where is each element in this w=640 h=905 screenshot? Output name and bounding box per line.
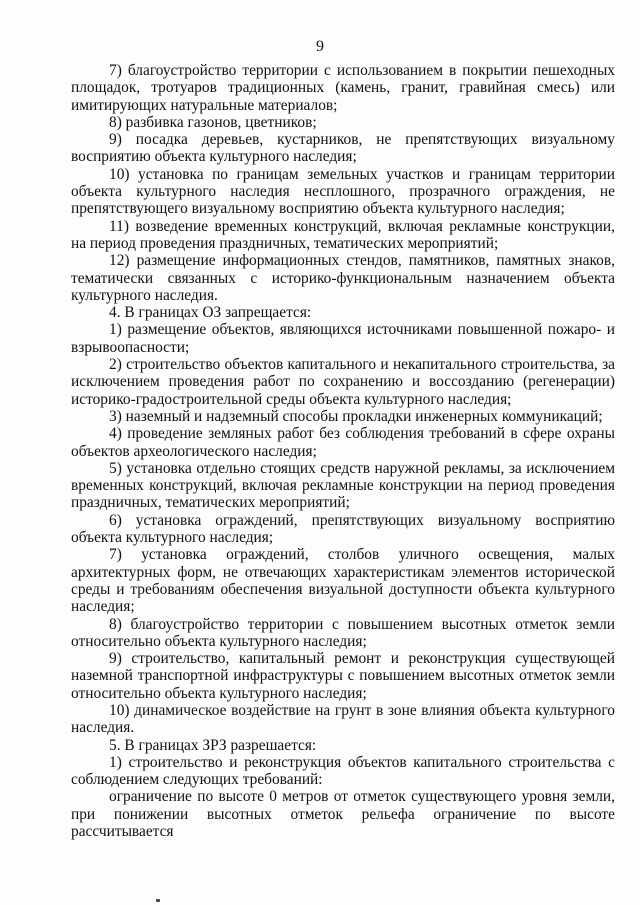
paragraph: 7) установка ограждений, столбов уличного освещения, малых архитектурных форм, не отвечающих характеристикам элементов исторической среды и требованиям обеспечения визуальной доступности объекта культурного наследия; xyxy=(71,546,615,616)
paragraph: 8) благоустройство территории с повышением высотных отметок земли относительно объекта культурного наследия; xyxy=(71,615,615,650)
paragraph: 11) возведение временных конструкций, включая рекламные конструкции, на период проведения праздничных, тематических мероприятий; xyxy=(71,217,615,252)
paragraph: 2) строительство объектов капитального и некапитального строительства, за исключением проведения работ по сохранению и воссозданию (регенерации) историко-градостроительной среды объекта культурного наследия; xyxy=(71,356,615,408)
paragraph: 8) разбивка газонов, цветников; xyxy=(109,113,317,131)
paragraph: 6) установка ограждений, препятствующих визуальному восприятию объекта культурного наследия; xyxy=(71,511,615,547)
paragraph: 1) размещение объектов, являющихся источниками повышенной пожаро- и взрывоопасности; xyxy=(71,321,615,356)
document-body xyxy=(71,62,615,840)
paragraph: 9) строительство, капитальный ремонт и реконструкция существующей наземной транспортной инфраструктуры с повышением высотных отметок земли относительно объекта культурного наследия; xyxy=(71,650,615,702)
paragraph: 4) проведение земляных работ без соблюдения требований в сфере охраны объектов археологического наследия; xyxy=(71,425,615,460)
paragraph: 3) наземный и надземный способы прокладки инженерных коммуникаций; xyxy=(109,407,603,425)
paragraph: 9) посадка деревьев, кустарников, не препятствующих визуальному восприятию объекта культурного наследия; xyxy=(71,131,615,166)
paragraph: 10) динамическое воздействие на грунт в зоне влияния объекта культурного наследия. xyxy=(71,701,615,737)
paragraph: 5) установка отдельно стоящих средств наружной рекламы, за исключением временных конструкций, включая рекламные конструкции на период проведения праздничных, тематических мероприятий; xyxy=(71,459,615,512)
paragraph: 1) строительство и реконструкция объектов капитального строительства с соблюдением следующих требований: xyxy=(71,753,615,789)
paragraph: ограничение по высоте 0 метров от отметок существующего уровня земли, при понижении высотных отметок рельефа ограничение по высоте рассчитывается xyxy=(71,788,615,841)
scan-speck xyxy=(156,899,160,902)
section-heading: 4. В границах ОЗ запрещается: xyxy=(109,304,312,322)
page-number: 9 xyxy=(316,38,324,55)
paragraph: 12) размещение информационных стендов, памятников, памятных знаков, тематически связанных с историко-функциональным назначением объекта культурного наследия. xyxy=(71,252,615,304)
paragraph: 10) установка по границам земельных участков и границам территории объекта культурного наследия несплошного, прозрачного ограждения, не препятствующего визуальному восприятию объекта культурного наследия; xyxy=(71,165,615,218)
section-heading: 5. В границах ЗРЗ разрешается: xyxy=(109,736,317,754)
paragraph: 7) благоустройство территории с использованием в покрытии пешеходных площадок, тротуаров традиционных (камень, гранит, гравийная смесь) или имитирующих натуральные материалов; xyxy=(71,62,615,114)
